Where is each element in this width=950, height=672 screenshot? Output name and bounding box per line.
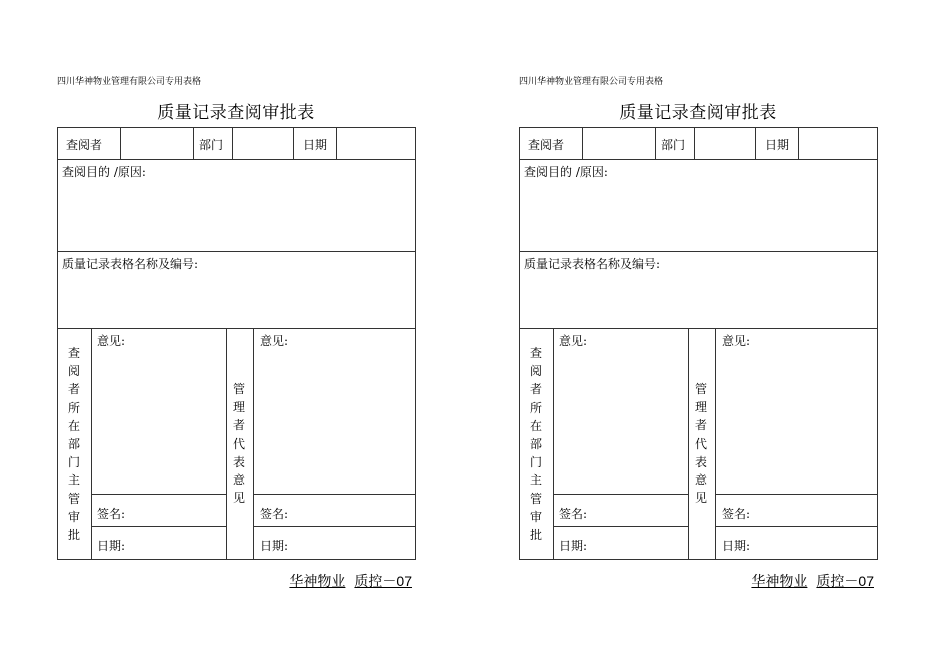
table-border-right [415, 127, 416, 560]
date-left-label: 日期: [559, 539, 588, 553]
date-right-label: 日期: [260, 539, 289, 553]
opinion-right-label: 意见: [260, 334, 289, 348]
col-divider [655, 127, 656, 160]
row-divider [253, 494, 416, 495]
company-header: 四川华神物业管理有限公司专用表格 [57, 77, 202, 87]
date-left-label: 日期: [97, 539, 126, 553]
row-divider [715, 494, 878, 495]
row-divider [91, 494, 226, 495]
signature-right-label: 签名: [260, 507, 289, 521]
opinion-right-label: 意见: [722, 334, 751, 348]
table-border-left [57, 127, 58, 560]
col-divider [232, 127, 233, 160]
signature-left-label: 签名: [559, 507, 588, 521]
form-table [519, 127, 877, 559]
form-table [57, 127, 415, 559]
col-divider [694, 127, 695, 160]
date-label: 日期 [765, 138, 790, 152]
table-border-bottom [57, 559, 416, 560]
dept-head-approval-label: 查阅者所在部门主管审批 [529, 346, 542, 543]
col-divider [336, 127, 337, 160]
record-name-label: 质量记录表格名称及编号: [62, 257, 199, 271]
signature-right-label: 签名: [722, 507, 751, 521]
row-divider [553, 494, 688, 495]
date-right-label: 日期: [722, 539, 751, 553]
department-label: 部门 [661, 138, 686, 152]
table-border-left [519, 127, 520, 560]
row-divider [715, 526, 878, 527]
footer-org: 华神物业 [289, 573, 346, 589]
department-label: 部门 [199, 138, 224, 152]
company-header: 四川华神物业管理有限公司专用表格 [519, 77, 664, 87]
col-divider [688, 328, 689, 560]
col-divider [91, 328, 92, 560]
col-divider [755, 127, 756, 160]
reviewer-label: 查阅者 [66, 138, 103, 152]
opinion-left-label: 意见: [559, 334, 588, 348]
record-name-label: 质量记录表格名称及编号: [524, 257, 661, 271]
col-divider [293, 127, 294, 160]
row-divider [519, 251, 878, 252]
footer-org: 华神物业 [751, 573, 808, 589]
opinion-left-label: 意见: [97, 334, 126, 348]
signature-left-label: 签名: [97, 507, 126, 521]
footer-code: 质控－07 [354, 573, 412, 589]
form-footer [289, 571, 412, 591]
col-divider [253, 328, 254, 560]
col-divider [193, 127, 194, 160]
table-border-top [519, 127, 878, 128]
row-divider [57, 159, 416, 160]
row-divider [519, 159, 878, 160]
row-divider [253, 526, 416, 527]
purpose-label: 查阅目的 /原因: [524, 165, 608, 179]
table-border-right [877, 127, 878, 560]
row-divider [57, 328, 416, 329]
row-divider [57, 251, 416, 252]
table-border-top [57, 127, 416, 128]
col-divider [798, 127, 799, 160]
footer-code: 质控－07 [816, 573, 874, 589]
row-divider [91, 526, 226, 527]
purpose-label: 查阅目的 /原因: [62, 165, 146, 179]
date-label: 日期 [303, 138, 328, 152]
row-divider [553, 526, 688, 527]
dept-head-approval-label: 查阅者所在部门主管审批 [67, 346, 80, 543]
form-footer [751, 571, 874, 591]
col-divider [120, 127, 121, 160]
col-divider [553, 328, 554, 560]
col-divider [715, 328, 716, 560]
table-border-bottom [519, 559, 878, 560]
manager-rep-opinion-label: 管理者代表意见 [694, 382, 707, 506]
form-title: 质量记录查阅审批表 [157, 103, 315, 123]
reviewer-label: 查阅者 [528, 138, 565, 152]
row-divider [519, 328, 878, 329]
manager-rep-opinion-label: 管理者代表意见 [232, 382, 245, 506]
col-divider [582, 127, 583, 160]
form-title: 质量记录查阅审批表 [619, 103, 777, 123]
col-divider [226, 328, 227, 560]
